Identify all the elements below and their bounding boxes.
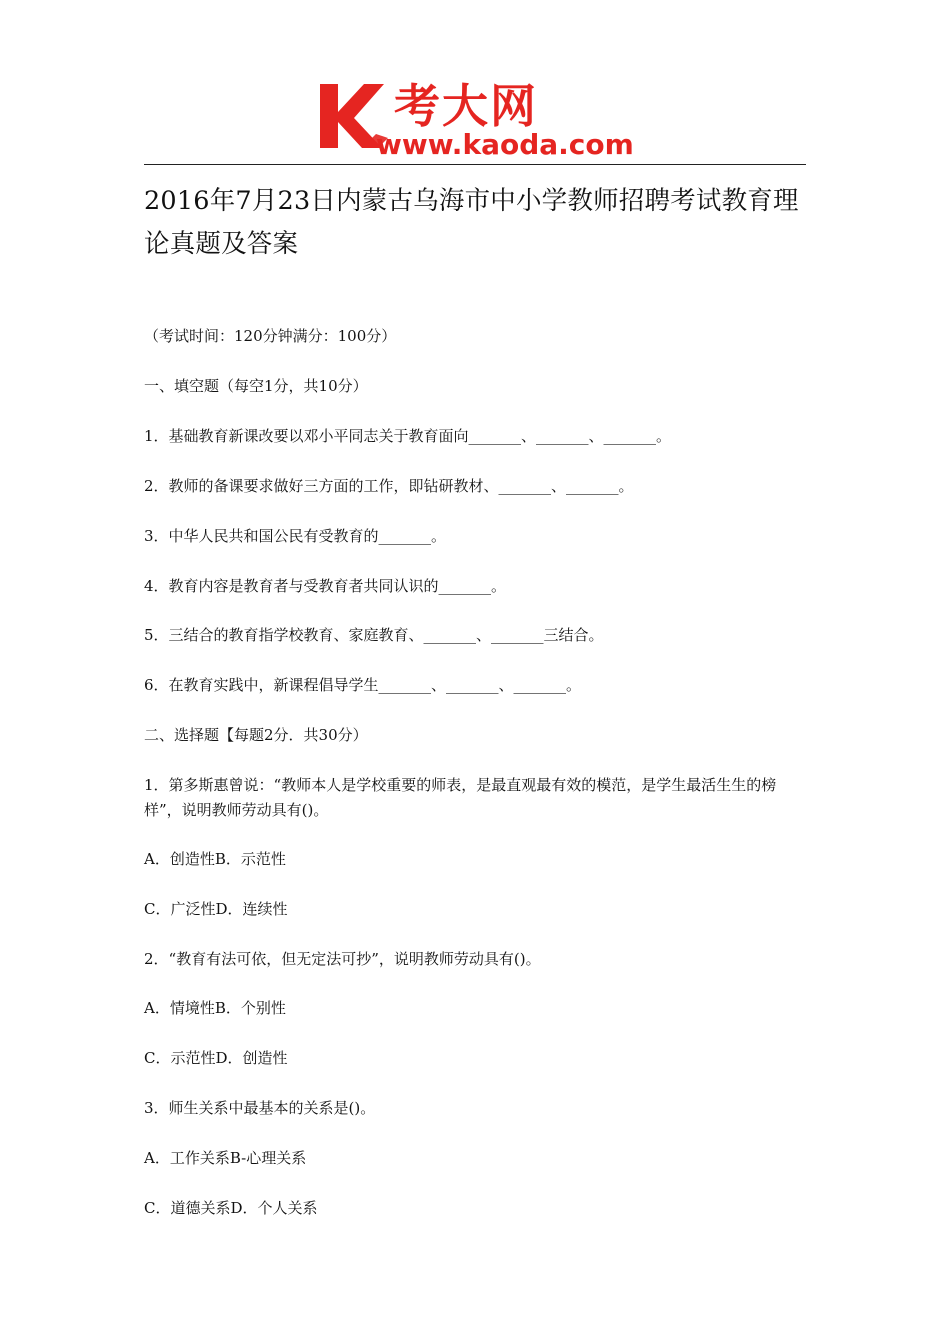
- option-line: A．创造性B．示范性: [144, 850, 286, 868]
- section-heading-choice: 二、选择题【每题2分．共30分）: [144, 726, 368, 744]
- question-line: 3．中华人民共和国公民有受教育的_______。: [144, 527, 447, 545]
- question-line: 3．师生关系中最基本的关系是()。: [144, 1099, 376, 1117]
- brand-chinese-text: 考大网: [394, 79, 538, 133]
- question-line: 2．教师的备课要求做好三方面的工作，即钻研教材、_______、_______。: [144, 477, 634, 495]
- option-line: C．广泛性D．连续性: [144, 900, 288, 918]
- question-line: 5．三结合的教育指学校教育、家庭教育、_______、_______三结合。: [144, 626, 604, 644]
- exam-info: （考试时间：120分钟满分：100分）: [144, 327, 397, 345]
- option-line: A．工作关系B-心理关系: [144, 1149, 307, 1167]
- option-line: C．示范性D．创造性: [144, 1049, 288, 1067]
- option-line: A．情境性B．个别性: [144, 999, 286, 1017]
- header-divider: [144, 164, 806, 165]
- question-line: 6．在教育实践中，新课程倡导学生_______、_______、_______。: [144, 676, 582, 694]
- question-line: 2．“教育有法可依，但无定法可抄”，说明教师劳动具有()。: [144, 950, 541, 968]
- document-title: 2016年7月23日内蒙古乌海市中小学教师招聘考试教育理论真题及答案: [144, 186, 799, 259]
- section-heading-fill-blank: 一、填空题（每空1分，共10分）: [144, 377, 368, 395]
- question-line: 1．第多斯惠曾说：“教师本人是学校重要的师表，是最直观最有效的模范，是学生最活生生的榜样”，说明教师劳动具有()。: [144, 776, 777, 819]
- kaoda-logo: [318, 76, 638, 158]
- question-line: 4．教育内容是教育者与受教育者共同认识的_______。: [144, 577, 507, 595]
- question-line: 1．基础教育新课改要以邓小平同志关于教育面向_______、_______、_______。: [144, 427, 672, 445]
- brand-url-text: www.kaoda.com: [376, 128, 634, 158]
- option-line: C．道德关系D．个人关系: [144, 1199, 318, 1217]
